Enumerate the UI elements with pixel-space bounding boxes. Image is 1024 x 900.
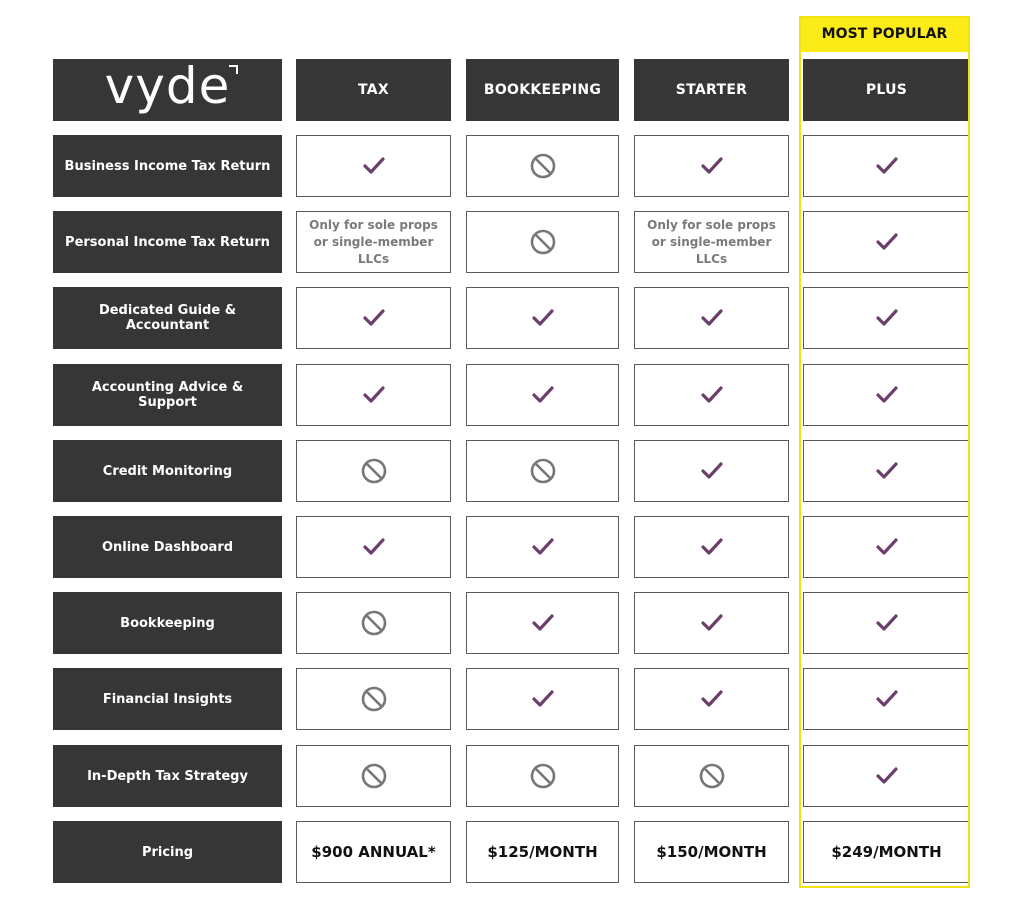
feature-note: Only for sole props or single-member LLCs [309,217,438,266]
checkmark-icon [532,538,554,556]
price-cell-bookkeeping [466,821,619,883]
checkmark-icon [876,690,898,708]
checkmark-icon [701,538,723,556]
feature-label-online-dashboard: Online Dashboard [53,516,282,578]
feature-cell [296,135,451,197]
feature-cell [466,287,619,349]
plan-header-bookkeeping: BOOKKEEPING [466,59,619,121]
feature-cell [634,745,789,807]
not-included-icon [699,763,725,789]
brand-logo: vyde [105,61,231,111]
feature-cell [634,592,789,654]
not-included-icon [361,610,387,636]
most-popular-badge: MOST POPULAR [799,16,970,52]
checkmark-icon [876,157,898,175]
checkmark-icon [701,614,723,632]
checkmark-icon [876,462,898,480]
feature-cell [803,745,970,807]
not-included-icon [530,229,556,255]
price-value: $249/MONTH [831,843,942,861]
checkmark-icon [701,157,723,175]
feature-cell [803,592,970,654]
feature-cell [803,287,970,349]
price-cell-starter [634,821,789,883]
feature-label-pricing: Pricing [53,821,282,883]
feature-cell [634,287,789,349]
feature-label-dedicated-guide-accountant: Dedicated Guide & Accountant [53,287,282,349]
feature-cell [803,516,970,578]
feature-cell [803,364,970,426]
not-included-icon [361,458,387,484]
feature-cell [803,211,970,273]
feature-label-financial-insights: Financial Insights [53,668,282,730]
feature-cell [296,440,451,502]
checkmark-icon [363,157,385,175]
price-cell-plus [803,821,970,883]
price-value: $900 ANNUAL* [311,843,436,861]
not-included-icon [361,763,387,789]
checkmark-icon [876,614,898,632]
checkmark-icon [701,386,723,404]
not-included-icon [530,153,556,179]
feature-cell [634,135,789,197]
feature-cell [466,440,619,502]
price-value: $125/MONTH [487,843,598,861]
feature-cell [634,668,789,730]
brand-logo-mark [229,65,238,74]
feature-cell [466,211,619,273]
not-included-icon [530,763,556,789]
checkmark-icon [701,309,723,327]
feature-cell [803,135,970,197]
feature-cell [803,440,970,502]
plan-header-plus: PLUS [803,59,970,121]
price-value: $150/MONTH [656,843,767,861]
feature-cell [466,135,619,197]
feature-cell [296,211,451,273]
feature-cell [466,592,619,654]
feature-cell [296,516,451,578]
checkmark-icon [701,462,723,480]
feature-label-personal-income-tax-return: Personal Income Tax Return [53,211,282,273]
plan-header-starter: STARTER [634,59,789,121]
feature-label-bookkeeping: Bookkeeping [53,592,282,654]
plan-header-tax: TAX [296,59,451,121]
checkmark-icon [532,309,554,327]
feature-cell [296,668,451,730]
feature-cell [634,211,789,273]
checkmark-icon [532,690,554,708]
feature-cell [466,745,619,807]
feature-label-credit-monitoring: Credit Monitoring [53,440,282,502]
feature-cell [466,668,619,730]
feature-cell [803,668,970,730]
feature-label-accounting-advice-support: Accounting Advice & Support [53,364,282,426]
checkmark-icon [876,386,898,404]
checkmark-icon [876,767,898,785]
feature-cell [296,287,451,349]
feature-label-in-depth-tax-strategy: In-Depth Tax Strategy [53,745,282,807]
checkmark-icon [876,309,898,327]
checkmark-icon [532,614,554,632]
feature-label-business-income-tax-return: Business Income Tax Return [53,135,282,197]
checkmark-icon [876,538,898,556]
not-included-icon [361,686,387,712]
feature-cell [296,592,451,654]
feature-cell [466,364,619,426]
feature-cell [634,516,789,578]
feature-cell [634,364,789,426]
feature-cell [466,516,619,578]
feature-cell [296,745,451,807]
checkmark-icon [876,233,898,251]
price-cell-tax [296,821,451,883]
checkmark-icon [532,386,554,404]
checkmark-icon [363,386,385,404]
checkmark-icon [701,690,723,708]
feature-cell [296,364,451,426]
checkmark-icon [363,538,385,556]
feature-cell [634,440,789,502]
feature-note: Only for sole props or single-member LLCs [647,217,776,266]
brand-logo-cell [53,59,282,121]
not-included-icon [530,458,556,484]
checkmark-icon [363,309,385,327]
